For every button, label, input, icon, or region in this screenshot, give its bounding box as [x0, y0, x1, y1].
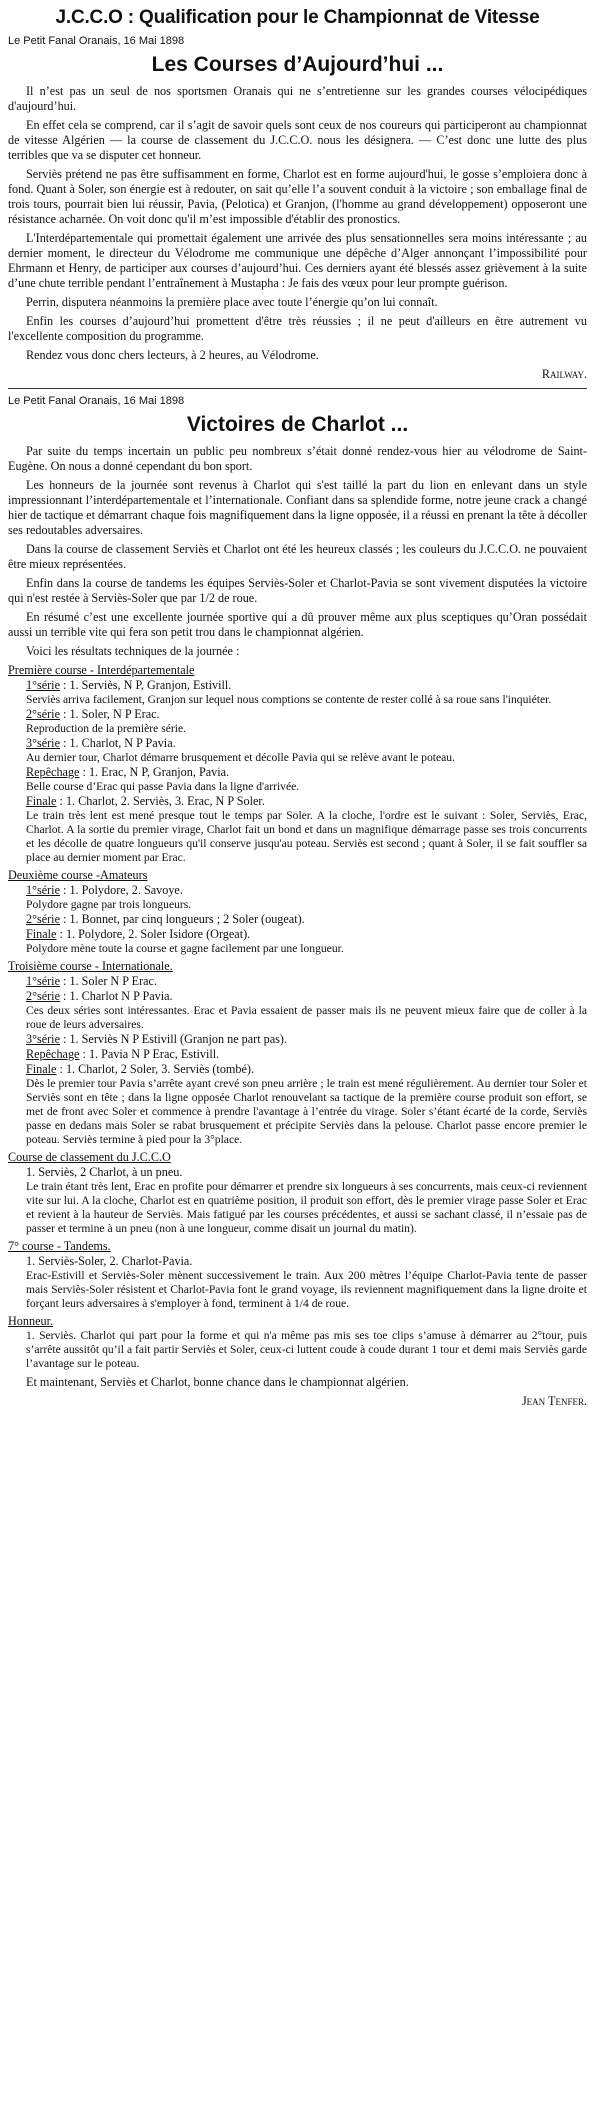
main-title: J.C.C.O : Qualification pour le Championnat de Vitesse: [55, 7, 540, 28]
heat-label: 3°série: [26, 736, 60, 750]
heat-label: Repêchage: [26, 765, 80, 779]
race-result: [26, 765, 587, 780]
race-heading: Course de classement du J.C.C.O: [8, 1150, 171, 1164]
paragraph: Voici les résultats techniques de la journée :: [26, 644, 240, 658]
race-result: [26, 927, 587, 942]
signature: Railway.: [541, 367, 587, 381]
race-result: [26, 989, 587, 1004]
heat-label: 1°série: [26, 883, 60, 897]
article-source: Le Petit Fanal Oranais, 16 Mai 1898: [8, 35, 185, 47]
race-result: [26, 1062, 587, 1077]
race-result: [26, 883, 587, 898]
heat-label: Repêchage: [26, 1047, 80, 1061]
race-section: [8, 1239, 587, 1311]
race-heading: 7° course - Tandems.: [8, 1239, 111, 1253]
race-heading: Première course - Interdépartementale: [8, 663, 195, 677]
paragraph: Par suite du temps incertain un public peu nombreux s’était donné rendez-vous hier au vélodrome de Saint-Eugène. On nous a donné cependant du bon sport.: [8, 444, 587, 473]
race-commentary: Ces deux séries sont intéressantes. Erac et Pavia essaient de passer mais ils ne peuvent mieux faire que de coller à la roue de leurs adversaires.: [26, 1004, 587, 1031]
heat-result: : 1. Erac, N P, Granjon, Pavia.: [79, 765, 230, 779]
race-commentary: Belle course d’Erac qui passe Pavia dans la ligne d'arrivée.: [26, 780, 300, 793]
heat-label: 1°série: [26, 678, 60, 692]
heat-label: 2°série: [26, 989, 60, 1003]
heat-label: 3°série: [26, 1032, 60, 1046]
heat-result: : 1. Charlot, 2 Soler, 3. Serviès (tombé).: [56, 1062, 254, 1076]
heat-result: : 1. Serviès N P Estivill (Granjon ne part pas).: [59, 1032, 287, 1046]
paragraph: Il n’est pas un seul de nos sportsmen Oranais qui ne s’entretienne sur les grandes courses vélocipédiques d'aujourd’hui.: [8, 84, 587, 113]
race-result: [26, 1047, 587, 1062]
race-commentary: Le train très lent est mené presque tout le temps par Soler. A la cloche, l'ordre est le suivant : Soler, Serviès, Erac, Charlot. A la sortie du premier virage, Charlot fait un bond et dans un magnifique démarrage passe ses trois concurrents et les décolle de quatre longueurs qu'il conserve jusqu'au poteau. Serviès est second ; quant à Soler, il se fait souffler sa place au dernier moment par Erac.: [26, 809, 587, 864]
heat-result: : 1. Charlot, N P Pavia.: [59, 736, 176, 750]
paragraph: Enfin les courses d’aujourd’hui promettent d'être très réussies ; il ne peut d'ailleurs en être autrement vu l'excellente composition du programme.: [8, 314, 587, 343]
paragraph: L'Interdépartementale qui promettait également une arrivée des plus sensationnelles sera moins intéressante ; au dernier moment, le directeur du Vélodrome me communique une dépêche d’Alger annonçant l’impossibilité pour Ehrmann et Henry, de participer aux courses d’aujourd’hui. Ces derniers ayant été blessés assez grièvement à la suite d’une chute terrible pendant l’entraînement à Mustapha : Je fais des vœux pour leur prompte guérison.: [8, 231, 587, 290]
race-commentary: Reproduction de la première série.: [26, 722, 186, 735]
race-heading: Honneur.: [8, 1314, 54, 1328]
paragraph: Enfin dans la course de tandems les équipes Serviès-Soler et Charlot-Pavia se sont vivement disputées la victoire qui n'est restée à Serviès-Soler que par 1/2 de roue.: [8, 576, 587, 605]
race-result: [26, 736, 587, 751]
article-title: Les Courses d’Aujourd’hui ...: [151, 53, 444, 76]
divider: [8, 388, 587, 389]
heat-result: : 1. Bonnet, par cinq longueurs ; 2 Soler (ougeat).: [59, 912, 305, 926]
article-courses-aujourdhui: [8, 34, 587, 382]
race-commentary: Le train étant très lent, Erac en profite pour démarrer et prendre six longueurs à ses concurrents, mais ceux-ci reviennent vite sur lui. A la cloche, Charlot est en quatrième position, il produit son effort, dès le premier virage passe Soler et Erac et revient à la hauteur de Serviès. Mais fatigué par les courses précédentes, et aussi se sachant classé, il n’essaie pas de passer et termine à un pneu (non à une longueur, comme disait un journal du matin).: [26, 1180, 587, 1235]
race-result: 1. Serviès, 2 Charlot, à un pneu.: [26, 1165, 183, 1179]
paragraph: Les honneurs de la journée sont revenus à Charlot qui s'est taillé la part du lion en enlevant dans un style impressionnant l’interdépartementale et l’internationale. Confiant dans sa splendide forme, notre jeune crack a changé hier de tactique et démarrant chaque fois magnifiquement dans la ligne opposée, il a réussi en prenant la tête à décoller ses redoutables adversaires.: [8, 478, 588, 537]
race-result: [26, 1032, 587, 1047]
paragraph: Serviès prétend ne pas être suffisamment en forme, Charlot est en forme aujourd'hui, le gosse s’emploiera donc à fond. Quant à Soler, son énergie est à redouter, on sait qu’elle l’a souvent conduit à la victoire ; son emballage final de trois tours, pourrait bien lui réussir, Pavia, (Pelotica) et Granjon, (l'homme au grand développement) opposeront une résistance acharnée. On voit donc qu'il m’est impossible d'établir des pronostics.: [8, 167, 587, 226]
heat-label: 2°série: [26, 912, 60, 926]
race-commentary: 1. Serviès. Charlot qui part pour la forme et qui n'a même pas mis ses toe clips s’amuse à démarrer au 2°tour, puis s’arrête aussitôt qu’il a fait partir Serviès et Soler, ceux-ci luttent coude à coude durant 1 tour et demi mais Serviès garde l’avantage sur le poteau.: [26, 1329, 587, 1370]
heat-result: : 1. Pavia N P Erac, Estivill.: [79, 1047, 220, 1061]
article-victoires-charlot: [8, 394, 587, 1409]
heat-label: Finale: [26, 794, 57, 808]
paragraph: En effet cela se comprend, car il s’agit de savoir quels sont ceux de nos coureurs qui participeront au championnat de vitesse Algérien — la course de classement du J.C.C.O. nous les désignera. — C’est donc une lutte des plus terribles que va se disputer cet honneur.: [8, 118, 587, 162]
race-commentary: Dès le premier tour Pavia s’arrête ayant crevé son pneu arrière ; le train est mené régulièrement. Au dernier tour Soler et Serviès sont en tête ; dans la ligne opposée Charlot renouvelant sa tactique de la première course produit son effort, se met de front avec Soler et commence à prendre l'avantage à l’entrée du virage. Soler s’étant écarté de la corde, Serviès passe en dedans mais Soler se rabat brusquement et précipite Serviès dans la pelouse. Charlot passe encore premier le poteau. Serviès termine à pied pour la 3°place.: [26, 1077, 587, 1146]
signature: Jean Tenfer.: [521, 1394, 587, 1408]
race-commentary: Polydore mène toute la course et gagne facilement par une longueur.: [26, 942, 344, 955]
heat-result: : 1. Charlot N P Pavia.: [59, 989, 173, 1003]
heat-label: Finale: [26, 1062, 57, 1076]
heat-result: : 1. Charlot, 2. Serviès, 3. Erac, N P Soler.: [56, 794, 265, 808]
article-source: Le Petit Fanal Oranais, 16 Mai 1898: [8, 395, 185, 407]
race-result: [26, 912, 587, 927]
paragraph: Rendez vous donc chers lecteurs, à 2 heures, au Vélodrome.: [26, 348, 319, 362]
race-heading: Troisième course - Internationale.: [8, 959, 173, 973]
paragraph: Perrin, disputera néanmoins la première place avec toute l’énergie qu’on lui connaît.: [26, 295, 438, 309]
race-result: [26, 794, 587, 809]
race-commentary: Erac-Estivill et Serviès-Soler mènent successivement le train. Aux 200 mètres l’équipe Charlot-Pavia tente de passer mais Serviès-Soler résistent et Charlot-Pavia font le grand voyage, ils reviennent magnifiquement dans la ligne droite et forçant leurs adversaires à s'employer à fond, terminent à 1/4 de roue.: [26, 1269, 587, 1310]
race-commentary: Au dernier tour, Charlot démarre brusquement et décolle Pavia qui se relève avant le poteau.: [26, 751, 455, 764]
race-result: [26, 974, 587, 989]
closing-paragraph: Et maintenant, Serviès et Charlot, bonne chance dans le championnat algérien.: [26, 1375, 409, 1389]
race-result: 1. Serviès-Soler, 2. Charlot-Pavia.: [26, 1254, 193, 1268]
article-title: Victoires de Charlot ...: [186, 413, 409, 436]
results-list: [8, 663, 587, 1371]
race-commentary: Serviès arriva facilement, Granjon sur lequel nous comptions se contente de rester collé à sa roue sans l'inquiéter.: [26, 693, 552, 706]
heat-result: : 1. Polydore, 2. Savoye.: [59, 883, 183, 897]
race-section: [8, 959, 587, 1147]
heat-result: : 1. Soler N P Erac.: [59, 974, 158, 988]
heat-result: : 1. Polydore, 2. Soler Isidore (Orgeat).: [56, 927, 251, 941]
race-section: [8, 868, 587, 956]
race-section: [8, 1314, 587, 1371]
paragraph: Dans la course de classement Serviès et Charlot ont été les heureux classés ; les couleurs du J.C.C.O. ne pouvaient être mieux représentées.: [8, 542, 587, 571]
race-commentary: Polydore gagne par trois longueurs.: [26, 898, 192, 911]
heat-result: : 1. Soler, N P Erac.: [59, 707, 160, 721]
race-result: [26, 707, 587, 722]
race-section: [8, 663, 587, 865]
heat-label: Finale: [26, 927, 57, 941]
heat-result: : 1. Serviès, N P, Granjon, Estivill.: [59, 678, 232, 692]
heat-label: 1°série: [26, 974, 60, 988]
paragraph: En résumé c’est une excellente journée sportive qui a dû prouver même aux plus sceptiques qu’Oran possédait aussi un terrible vite qui fera son petit trou dans le championnat algérien.: [8, 610, 587, 639]
race-result: [26, 678, 587, 693]
race-heading: Deuxième course -Amateurs: [8, 868, 148, 882]
race-section: [8, 1150, 587, 1236]
page: [8, 6, 587, 1409]
heat-label: 2°série: [26, 707, 60, 721]
